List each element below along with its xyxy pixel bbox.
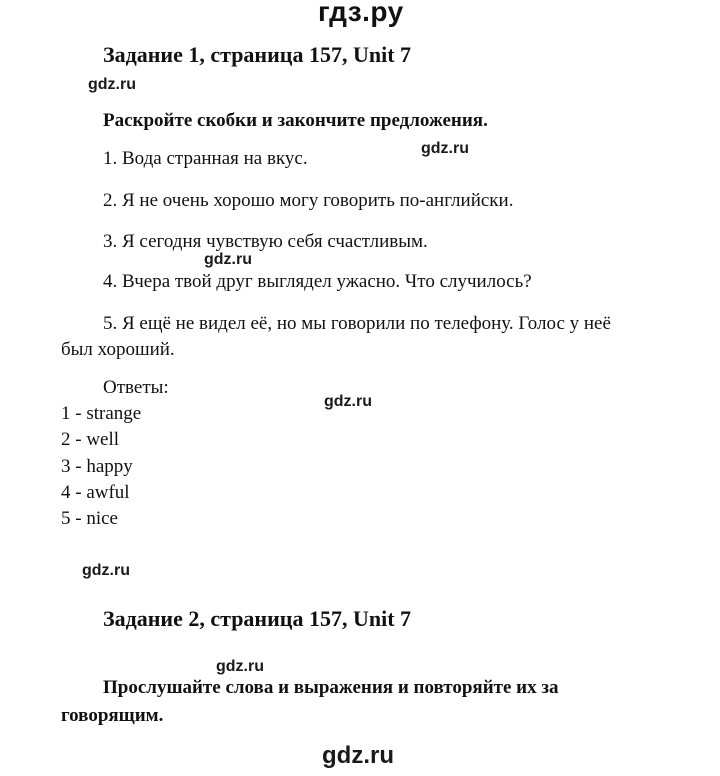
- watermark: gdz.ru: [204, 251, 252, 268]
- answer-4: 4 - awful: [61, 482, 130, 503]
- sentence-1: 1. Вода странная на вкус.: [103, 148, 308, 169]
- task-2-instruction-line-2: говорящим.: [61, 705, 164, 726]
- watermark: gdz.ru: [216, 658, 264, 675]
- sentence-2: 2. Я не очень хорошо могу говорить по-английски.: [103, 190, 514, 211]
- watermark-footer: gdz.ru: [322, 742, 394, 769]
- answer-1: 1 - strange: [61, 403, 142, 424]
- sentence-4: 4. Вчера твой друг выглядел ужасно. Что случилось?: [103, 271, 532, 292]
- sentence-5: 5. Я ещё не видел её, но мы говорили по телефону. Голос у неё: [103, 313, 611, 334]
- task-1-title: Задание 1, страница 157, Unit 7: [103, 42, 412, 67]
- watermark: gdz.ru: [421, 140, 469, 157]
- answer-5: 5 - nice: [61, 508, 118, 529]
- answer-3: 3 - happy: [61, 456, 133, 477]
- answer-2: 2 - well: [61, 429, 120, 450]
- site-title: гдз.ру: [318, 0, 404, 27]
- task-2-title: Задание 2, страница 157, Unit 7: [103, 606, 412, 631]
- watermark: gdz.ru: [88, 76, 136, 93]
- answers-label: Ответы:: [103, 377, 169, 398]
- task-2-instruction-line-1: Прослушайте слова и выражения и повторяйте их за: [103, 677, 559, 698]
- task-1-instruction: Раскройте скобки и закончите предложения.: [103, 110, 488, 131]
- sentence-5-continuation: был хороший.: [61, 339, 175, 360]
- watermark: gdz.ru: [324, 393, 372, 410]
- watermark: gdz.ru: [82, 562, 130, 579]
- sentence-3: 3. Я сегодня чувствую себя счастливым.: [103, 231, 428, 252]
